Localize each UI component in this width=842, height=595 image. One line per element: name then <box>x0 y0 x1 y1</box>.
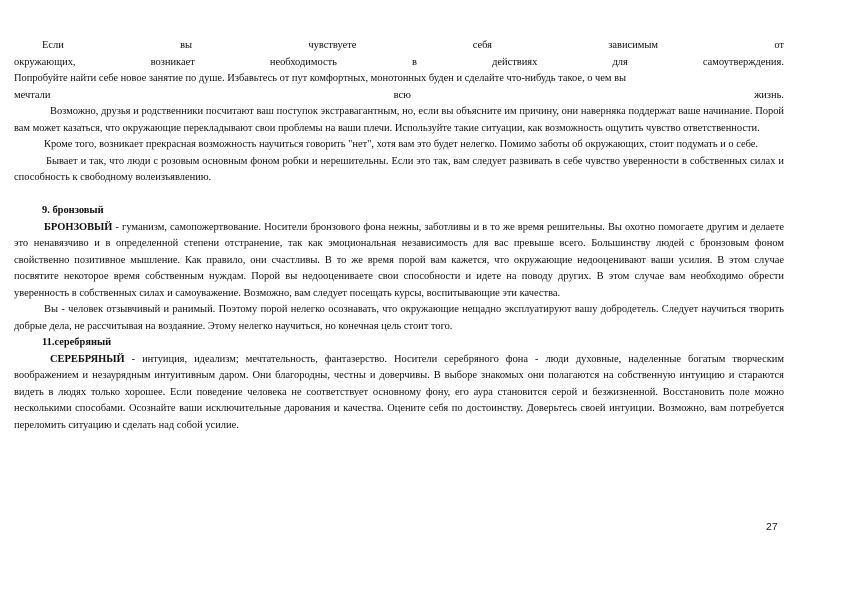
paragraph-silver <box>14 352 784 435</box>
word: самоутверждения. <box>702 56 784 68</box>
word: от <box>774 40 784 51</box>
word: необходимость <box>269 56 337 68</box>
word: зависимым <box>608 40 658 51</box>
word: жизнь. <box>754 89 784 101</box>
word: себя <box>472 40 492 51</box>
word: всю <box>393 89 411 101</box>
paragraph-3: Кроме того, возникает прекрасная возможность научиться говорить "нет", хотя вам это будет нелегко. Помимо заботы об окружающих, стоит подумать и о себе. <box>44 139 759 150</box>
section-heading-silver: 11.серебряный <box>42 337 112 348</box>
paragraph-2: Возможно, друзья и родственники посчитают ваш поступок экстравагантным, но, если вы объясните им причину, они наверняка поддержат ваше начинание. Порой вам может казаться, что окружающие перекладывают свои проблемы на ваши плечи. Используйте такие ситуации, как возможность ощутить чувство ответственности. <box>14 106 784 134</box>
spacer <box>14 187 784 204</box>
word: окружающих, <box>14 56 76 68</box>
section-heading-bronze: 9. бронзовый <box>42 205 104 216</box>
word: действиях <box>492 56 538 68</box>
term-bronze: БРОНЗОВЫЙ <box>44 221 113 233</box>
paragraph-1-line-2 <box>14 55 784 72</box>
paragraph-bronze-2: Вы - человек отзывчивый и ранимый. Поэтому порой нелегко осознавать, что окружающие нещадно эксплуатируют вашу добродетель. Следует научиться творить добрые дела, не рассчитывая на воздаяние. Этому нелегко научиться, но конечная цель стоит того. <box>14 304 784 332</box>
page-number: 27 <box>766 521 778 533</box>
paragraph-4: Бывает и так, что люди с розовым основным фоном робки и нерешительны. Если это так, вам следует развивать в себе чувство уверенности в собственных силах и способность к свободному волеизъявлению. <box>14 155 784 183</box>
term-silver: СЕРЕБРЯНЫЙ <box>50 353 125 365</box>
paragraph-1-line-3: Попробуйте найти себе новое занятие по душе. Избавьтесь от пут комфортных, монотонных буден и сделайте что-нибудь такое, о чем вы <box>14 73 627 84</box>
paragraph-bronze <box>14 220 784 303</box>
word: мечтали <box>14 89 51 101</box>
paragraph-1-line-1 <box>14 38 784 55</box>
paragraph-1-line-4 <box>14 88 784 105</box>
paragraph-silver-text: - интуиция, идеализм; мечтательность, фантазерство. Носители серебряного фона - люди духовные, наделенные богатым творческим воображением и незаурядным интуитивным даром. Они благородны, честны и доверчивы. В выборе знакомых они полагаются на собственную интуицию и стараются видеть в людях только хорошее. Если поведение человека не соответствует основному фону, его аура становится серой и безжизненной. Восстановить поле можно несколькими способами. Осознайте ваши исключительные дарования и качества. Оцените себя по достоинству. Доверьтесь своей интуиции. Возможно, вам потребуется переломить ситуацию и сделать над собой усилие. <box>14 353 784 431</box>
word: для <box>612 56 628 68</box>
paragraph-bronze-text: - гуманизм, самопожертвование. Носители бронзового фона нежны, заботливы и в то же время решительны. Вы охотно помогаете другим и делаете это ненавязчиво и в определенной степени отстранение, так как эмоциональная независимость для вас превыше всего. Большинству людей с бронзовым фоном свойственно позитивное мышление. Как правило, они счастливы. В то же время порой вам кажется, что окружающие недооценивают ваши усилия. В этом случае посвятите некоторое время собственным нуждам. Порой вы недооцениваете свои способности и идете на поводу других. В этом случае вам необходимо обрести уверенность в собственных силах и самоуважение. Возможно, вам следует посещать курсы, воспитывающие эти качества. <box>14 221 784 299</box>
word: возникает <box>150 56 195 68</box>
word: Если <box>42 40 64 51</box>
word: в <box>412 56 417 68</box>
document-body <box>14 38 784 434</box>
word: вы <box>180 40 193 51</box>
word: чувствуете <box>308 40 357 51</box>
